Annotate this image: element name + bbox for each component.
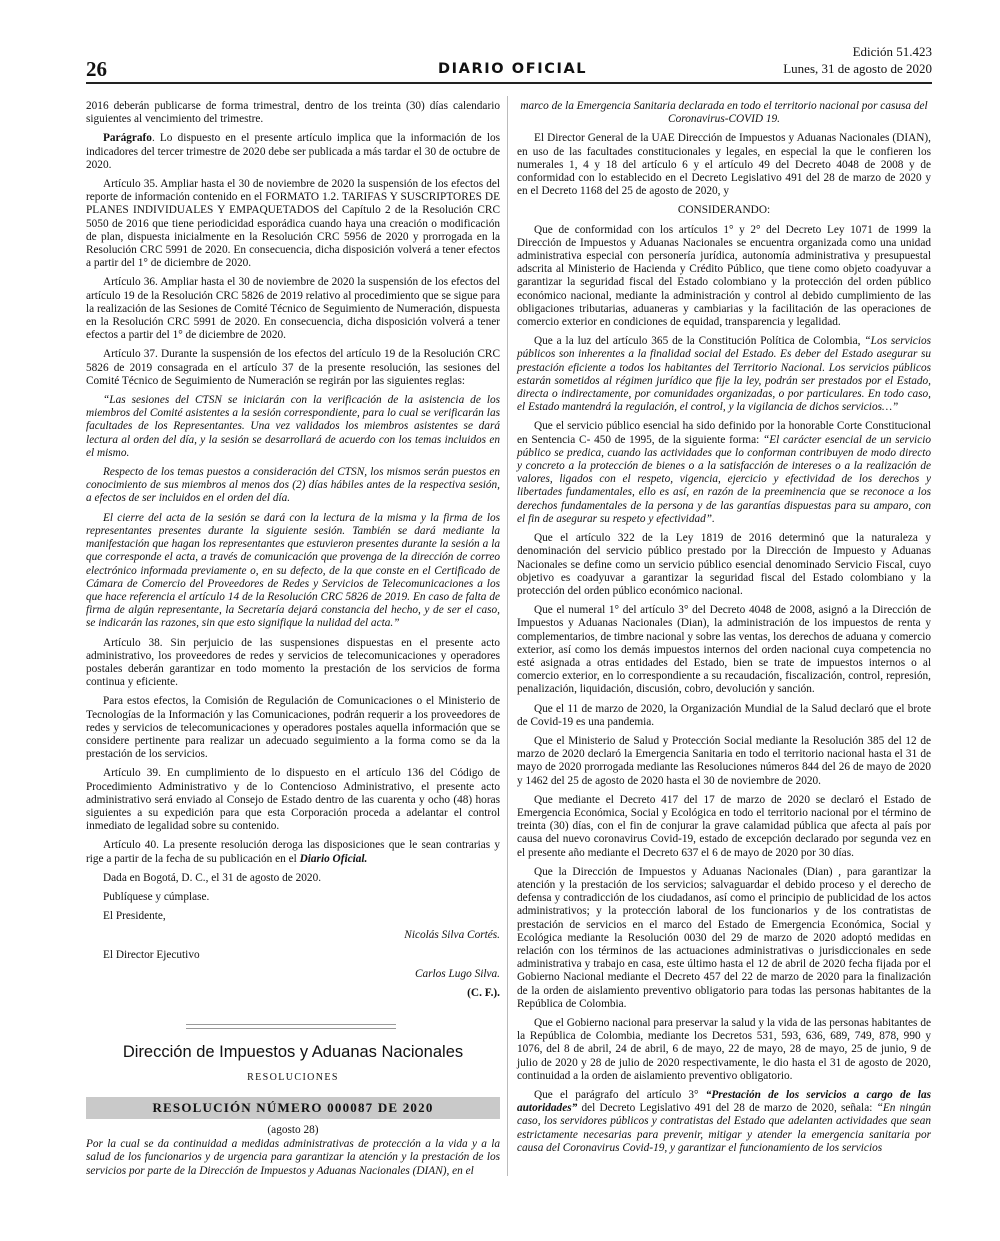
signature-director: Carlos Lugo Silva. [414,967,500,980]
quote-text: “Los servicios públicos son inherentes a la finalidad social del Estado. Es deber del Estado asegurar su prestación eficiente a todos los habitantes del Territorio Nacional. Los servicios públicos estarán sometidos al régimen jurídico que fije la ley, podrán ser prestados por el Estado, directa o indirectamente, por comunidades organizadas, o por particulares. En todo caso, el Estado mantendrá la regulación, el control, y la vigilancia de dichos servicios…” [517,335,932,414]
quote-paragraph: El cierre del acta de la sesión se dará con la lectura de la misma y la firma de los representantes presentes durante la siguiente sesión. También se dará mediante la manifestación que hagan los representantes que estuvieron presentes durante la sesión a la que corresponde el acta, a través de comunicación que provenga de la dirección de correo electrónico informada previamente o, en su defecto, de la que conste en el Certificado de Cámara de Comercio del Proveedores de Redes y Servicios de Telecomunicaciones a los que hace referencia el artículo 14 de la Resolución CRC 5826 de 2019. En caso de falta de firma de algún representante, la Secretaría dejará constancia del hecho, y de ser el caso, se indicarán las razones, sin que esto signifique la nulidad del acta.” [86,511,500,630]
paragraph: Que el artículo 322 de la Ley 1819 de 2016 determinó que la naturaleza y denominación del servicio público prestado por la Dirección de Impuesto y Aduanas Nacionales se define como un servicio público esencial denominado Servicio Fiscal, cuyo objetivo es coadyuvar a garantizar la seguridad fiscal del Estado colombiano y la protección del orden público económico nacional. [517,532,931,597]
section-rule [186,1028,396,1029]
issue-date: Lunes, 31 de agosto de 2020 [783,61,932,76]
dated-line: Dada en Bogotá, D. C., el 31 de agosto de 2020. [103,871,322,884]
quote-title: “Prestación de los servicios a cargo de las autoridades” [517,1089,931,1115]
paragraph: Que de conformidad con los artículos 1° y 2° del Decreto Ley 1071 de 1999 la Dirección de Impuestos y Aduanas Nacionales se encuentra organizada como una unidad administrativa especial con personería jurídica, autonomía administrativa y presupuestal adscrita al Ministerio de Hacienda y Crédito Público, que tiene como objeto coadyuvar a garantizar la seguridad fiscal del Estado colombiano y la protección del orden público económico nacional, mediante la administración y control al debido cumplimiento de las obligaciones tributarias, aduaneras y cambiarias y la facilitación de las operaciones de comercio exterior en condiciones de equidad, transparencia y legalidad. [517,223,931,329]
header-rule [86,82,932,84]
signature-president: Nicolás Silva Cortés. [404,929,500,942]
paragraph: 2016 deberán publicarse de forma trimestral, dentro de los treinta (30) días calendario siguientes al vencimiento del trimestre. [86,100,500,126]
considerando-heading: CONSIDERANDO: [677,204,771,217]
paragraph-text: . Lo dispuesto en el presente artículo implica que la información de los indicadores del tercer trimestre de 2020 debe ser publicada a más tardar el 30 de octubre de 2020. [86,132,500,171]
article-36: Artículo 36. Ampliar hasta el 30 de noviembre de 2020 la suspensión de los efectos del artículo 19 de la Resolución CRC 5826 de 2019 relativo al procedimiento que se sigue para la realización de las Sesiones de Comité Técnico de Seguimiento de Numeración, dispuesta en la Resolución CRC 5991 de 2020. En consecuencia, dicha disposición volverá a tener efectos a partir del 1° de diciembre de 2020. [86,276,500,342]
paragraph: Que mediante el Decreto 417 del 17 de marzo de 2020 se declaró el Estado de Emergencia Económica, Social y Ecológica en todo el territorio nacional por el término de treinta (30) días, con el fin de conjurar la grave calamidad pública que afecta al país por causa del nuevo coronavirus Covid-19, estado de excepción declarado por segunda vez en el presente año mediante el Decreto 637 el 6 de mayo de 2020 por 30 días. [517,793,931,859]
column-divider [507,96,508,1176]
left-column [86,100,500,1184]
epigraph-continuation: marco de la Emergencia Sanitaria declarada en todo el territorio nacional por casusa del Coronavirus-COVID 19. [520,100,928,126]
paragraph: El Director General de la UAE Dirección de Impuestos y Aduanas Nacionales (DIAN), en uso de las facultades constitucionales y legales, en especial la que le confieren los numerales 1, 4 y 18 del artículo 6 y el artículo 49 del Decreto 4048 de 2008 y de conformidad con lo establecido en el Decreto Legislativo 491 del 28 de marzo de 2020 y en el Decreto 1168 del 25 de agosto de 2020, y [517,132,931,198]
article-35: Artículo 35. Ampliar hasta el 30 de noviembre de 2020 la suspensión de los efectos del reporte de información contenido en el FORMATO 1.2. TARIFAS Y SUSCRIPTORES DE PLANES INDIVIDUALES Y EMPAQUETADOS del Capítulo 2 de la Resolución CRC 5050 de 2016 que tiene periodicidad esporádica cuando haya una creación o modificación de plan, dispuesta inicialmente en la Resolución CRC 5956 de 2020 y prorrogada en la Resolución CRC 5991 de 2020. En consecuencia, dicha disposición volverá a tener efectos a partir del 1° de diciembre de 2020. [86,178,500,270]
resolution-epigraph: Por la cual se da continuidad a medidas administrativas de protección a la vida y a la salud de los funcionarios y de urgencia para garantizar la atención y la prestación de los servicios por parte de la Dirección de Impuestos y Aduanas Nacionales (DIAN), en el [86,1138,500,1177]
paragraph-text: Que el servicio público esencial ha sido definido por la honorable Corte Constitucional en Sentencia C- 450 de 1995, de la siguiente forma: [517,420,931,446]
resolution-date: (agosto 28) [267,1124,319,1137]
article-40-text: Artículo 40. La presente resolución deroga las disposiciones que le sean contrarias y rige a partir de la fecha de su publicación en el [86,839,500,865]
right-column [517,100,931,1161]
paragraph-text: Que a la luz del artículo 365 de la Constitución Política de Colombia, [534,335,865,348]
section-subheading: RESOLUCIONES [247,1072,339,1084]
article-37: Artículo 37. Durante la suspensión de los efectos del artículo 19 de la Resolución CRC 5826 de 2019 consagrada en el artículo 37 de la presente resolución, las sesiones del Comité Técnico de Seguimiento de Numeración se regirán por las siguientes reglas: [86,348,500,387]
cf-mark: (C. F.). [467,986,500,999]
section-rule [186,1024,396,1025]
paragraph [517,1089,931,1155]
entity-heading: Dirección de Impuestos y Aduanas Nacionales [122,1043,464,1062]
page-number: 26 [86,57,107,81]
president-label: El Presidente, [103,910,166,923]
masthead: DIARIO OFICIAL [438,61,588,77]
resolution-title: RESOLUCIÓN NÚMERO 000087 DE 2020 [86,1097,500,1119]
quote-paragraph: Respecto de los temas puestos a consideración del CTSN, los mismos serán puestos en conocimiento de sus miembros al menos dos (2) días hábiles antes de la respectiva sesión, a efectos de ser incluidos en el orden del día. [86,466,500,505]
paragraph-text: Que el parágrafo del artículo 3° [534,1089,706,1102]
paragraph: Que el 11 de marzo de 2020, la Organización Mundial de la Salud declaró que el brote de Covid-19 es una pandemia. [517,702,931,728]
paragraph: Que la Dirección de Impuestos y Aduanas Nacionales (Dian) , para garantizar la atención y la prestación de los servicios; salvaguardar el debido proceso y el derecho de defensa y contradicción de los ciudadanos, así como el principio de publicidad de los actos administrativos; y la protección laboral de los funcionarios y de los contratistas de prestación de servicios en el marco del Estado de Emergencia Económica, Social y Ecológica mediante la Resolución 0030 del 29 de marzo de 2020 adoptó medidas en relación con los términos de las actuaciones administrativas o jurisdiccionales en sede administrativa y trabajo en casa, este último hasta el 12 de abril de 2020 fecha fijada por el Gobierno Nacional mediante el Decreto 457 del 22 de marzo de 2020 para la finalización de la orden de aislamiento preventivo obligatorio para todas las personas habitantes de la República de Colombia. [517,865,931,1010]
paragraph [517,420,931,526]
paragraph [86,132,500,172]
quote-paragraph: “Las sesiones del CTSN se iniciarán con la verificación de la asistencia de los miembros del Comité asistentes a la sesión correspondiente, para lo cual se verificarán las facultades de los Representantes. Una vez validados los miembros asistentes se dará lectura al orden del día, y la sesión se desarrollará de acuerdo con los temas incluidos en el mismo. [86,394,500,459]
paragraph-text: del Decreto Legislativo 491 del 28 de marzo de 2020, señala: [577,1102,877,1115]
quote-text: “En ningún caso, los servidores públicos y contratistas del Estado que adelanten actividades que sean estrictamente necesarias para prevenir, mitigar y atender la emergencia sanitaria por causa del Coronavirus Covid-19, y garantizar el funcionamiento de los servicios [517,1102,931,1154]
paragraph: Que el Ministerio de Salud y Protección Social mediante la Resolución 385 del 12 de marzo de 2020 declaró la Emergencia Sanitaria en todo el territorio nacional hasta el 31 de mayo de 2020 prorrogada mediante las Resoluciones números 844 del 26 de mayo de 2020 y 1462 del 25 de agosto de 2020 hasta el 30 de noviembre de 2020. [517,734,931,787]
page-header [86,44,932,84]
edition-number: Edición 51.423 [852,44,932,59]
article-40 [86,839,500,865]
paragraph-label: Parágrafo [103,132,152,145]
article-39: Artículo 39. En cumplimiento de lo dispuesto en el artículo 136 del Código de Procedimiento Administrativo y de lo Contencioso Administrativo, el presente acto administrativo será enviado al Consejo de Estado dentro de las cuarenta y ocho (48) horas siguientes a su expedición para que esta Corporación proceda a adelantar el control inmediato de legalidad sobre su contenido. [86,767,500,833]
paragraph: Que el numeral 1° del artículo 3° del Decreto 4048 de 2008, asignó a la Dirección de Impuestos y Aduanas Nacionales (Dian), la administración de los impuestos de renta y complementarios, de timbre nacional y sobre las ventas, los derechos de aduana y comercio exterior, así como los demás impuestos internos del orden nacional cuya competencia no esté asignada a otras entidades del Estado, bien se trate de impuestos internos o al comercio exterior, en lo correspondiente a su recaudación, fiscalización, control, represión, penalización, liquidación, discusión, cobro, devolución y sanción. [517,604,931,696]
paragraph [517,335,931,414]
director-label: El Director Ejecutivo [103,948,200,961]
quote-text: “El carácter esencial de un servicio público se predica, cuando las actividades que lo conforman contribuyen de modo directo y concreto a la protección de bienes o a la satisfacción de intereses o a la realización de valores, ligados con el respeto, vigencia, ejercicio y efectividad de los derechos y libertades fundamentales, ello es así, en razón de la preeminencia que se reconoce a los derechos fundamentales de la persona y de las garantías dispuestas para su amparo, con el fin de asegurar su respeto y efectividad”. [517,433,931,525]
publish-line: Publíquese y cúmplase. [103,890,210,903]
paragraph: Para estos efectos, la Comisión de Regulación de Comunicaciones o el Ministerio de Tecnologías de la Información y las Comunicaciones, podrán requerir a los proveedores de redes y servicios de telecomunicaciones y operadores postales aquella información que se considere pertinente para realizar un adecuado seguimiento a la forma como se da la prestación de los servicios. [86,695,500,761]
article-38: Artículo 38. Sin perjuicio de las suspensiones dispuestas en el presente acto administrativo, los proveedores de redes y servicios de telecomunicaciones y operadores postales deberán garantizar en todo momento la prestación de los servicios de forma continua y eficiente. [86,636,500,689]
paragraph: Que el Gobierno nacional para preservar la salud y la vida de las personas habitantes de la República de Colombia, mediante los Decretos 531, 593, 636, 689, 749, 878, 990 y 1076, del 8 de abril, 24 de abril, 6 de mayo, 22 de mayo, 28 de mayo, 25 de junio, 9 de julio de 2020 y 28 de julio de 2020 respectivamente, le dio hasta el 31 de agosto de 2020, continuidad a la orden de aislamiento preventivo obligatorio. [517,1017,931,1082]
diario-oficial-ref: Diario Oficial. [299,852,368,865]
